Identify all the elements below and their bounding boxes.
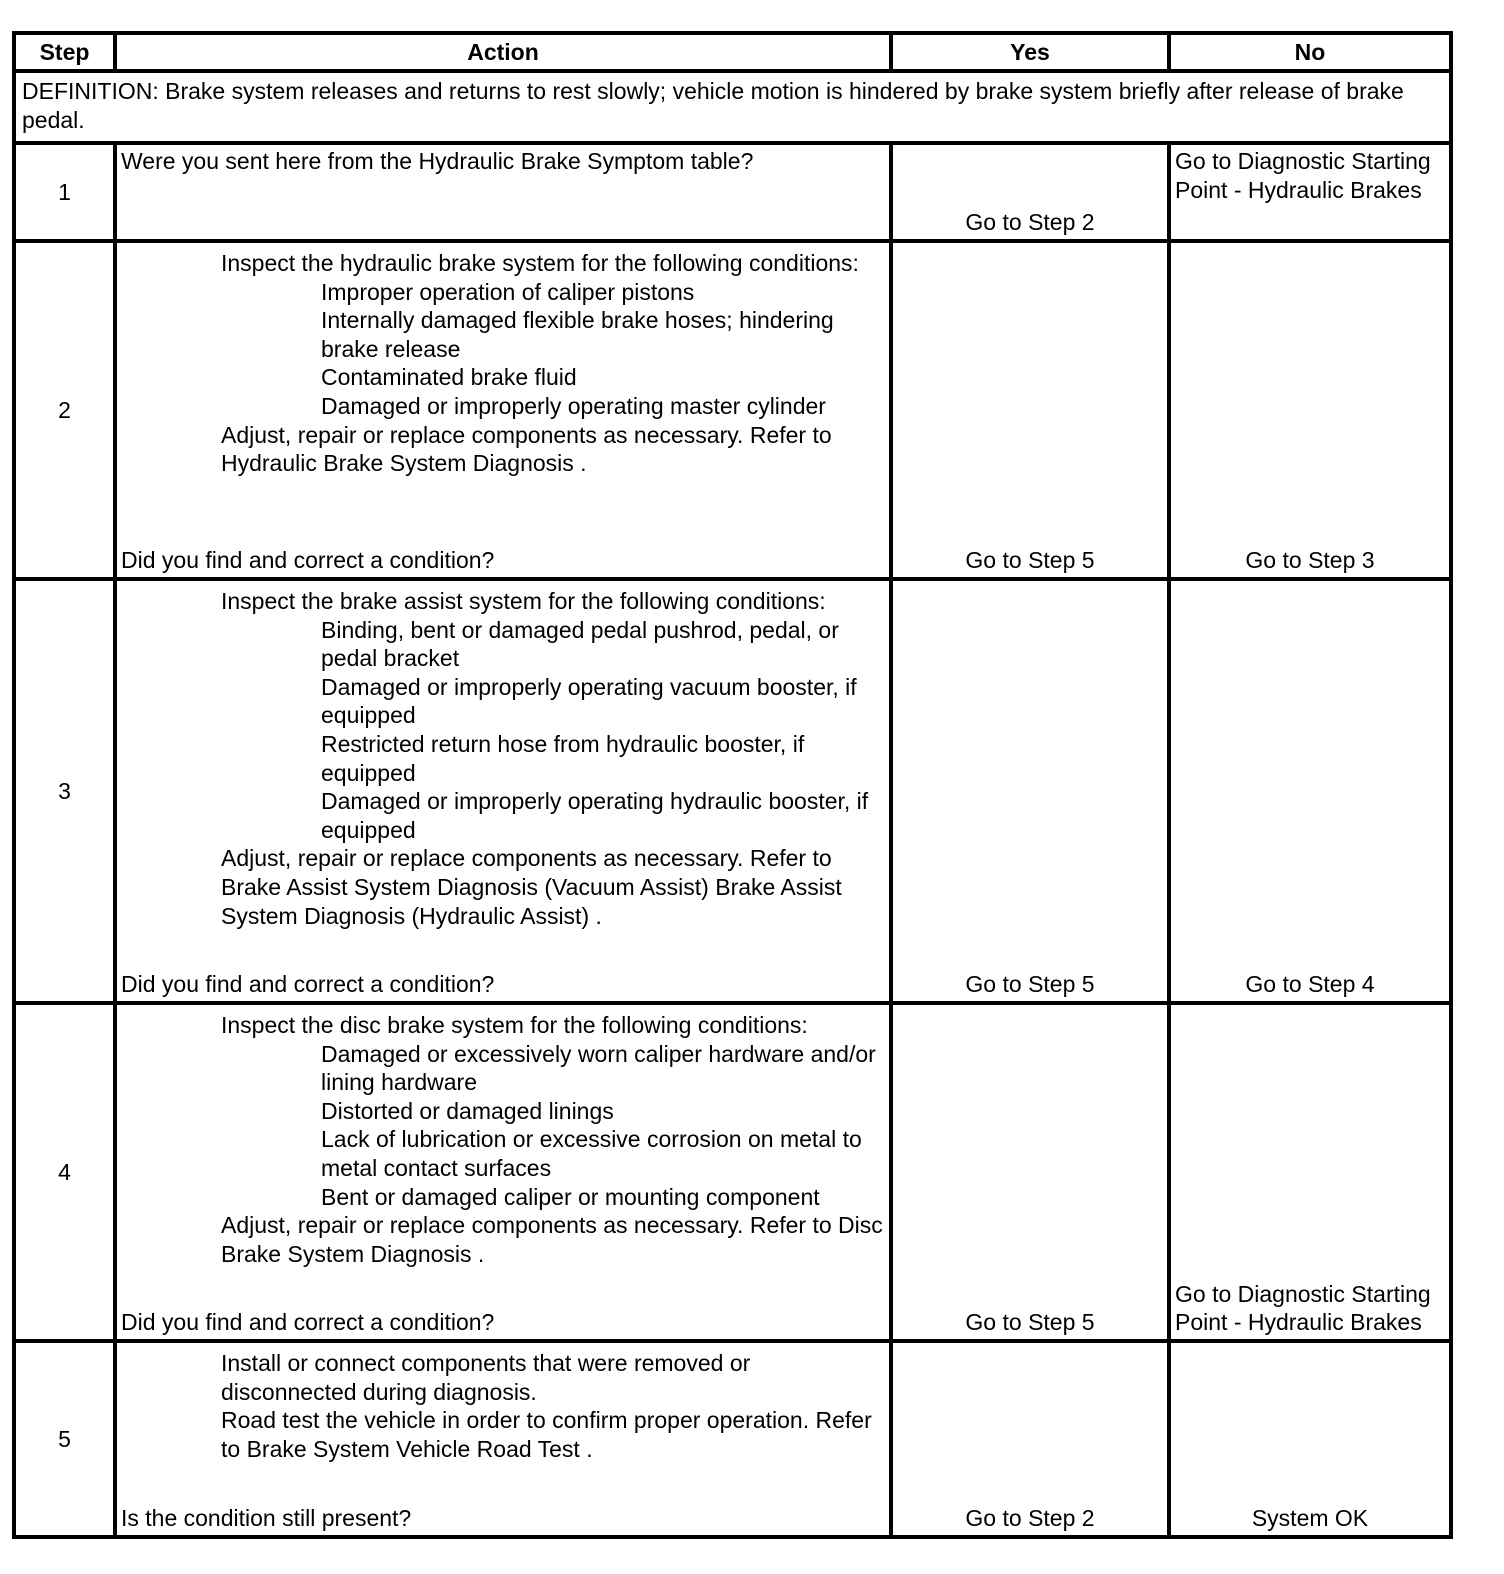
condition-item: Binding, bent or damaged pedal pushrod, pedal, or pedal bracket [321,616,839,672]
action-intro: Inspect the brake assist system for the following conditions: [221,588,826,614]
no-cell: System OK [1169,1341,1451,1537]
condition-item: Bent or damaged caliper or mounting component [321,1183,820,1210]
action-cell [115,1003,891,1341]
diagnostic-table [12,31,1453,1539]
condition-item: Improper operation of caliper pistons [321,278,695,305]
condition-item: Restricted return hose from hydraulic booster, if equipped [321,730,805,786]
table-row [14,143,1451,241]
step-number: 4 [14,1003,115,1341]
header-action: Action [115,33,891,71]
header-row [14,33,1451,71]
table-row [14,579,1451,1003]
yes-cell: Go to Step 5 [891,579,1169,1003]
step-number: 1 [14,143,115,241]
condition-item: Internally damaged flexible brake hoses; hindering brake release [321,307,834,362]
action-cell [115,241,891,579]
step-number: 3 [14,579,115,1003]
table-row [14,241,1451,579]
no-cell: Go to Step 4 [1169,579,1451,1003]
condition-item: Damaged or excessively worn caliper hardware and/or lining hardware [321,1040,876,1096]
yes-cell: Go to Step 5 [891,1003,1169,1341]
action-intro: Inspect the hydraulic brake system for the following conditions: [221,250,859,276]
definition-text: DEFINITION: Brake system releases and returns to rest slowly; vehicle motion is hindered by brake system briefly after release of brake pedal. [14,71,1451,143]
header-no: No [1169,33,1451,71]
step-number: 2 [14,241,115,579]
condition-item: Distorted or damaged linings [321,1097,614,1124]
yes-cell: Go to Step 2 [891,1341,1169,1537]
question-text: Is the condition still present? [121,1505,412,1532]
question-text: Were you sent here from the Hydraulic Brake Symptom table? [121,148,754,174]
question-text: Did you find and correct a condition? [121,971,495,998]
condition-item: Damaged or improperly operating vacuum booster, if equipped [321,673,857,729]
refer-text: Adjust, repair or replace components as necessary. Refer to Brake Assist System Diagnosis (Vacuum Assist) Brake Assist System Diagnosis (Hydraulic Assist) . [221,845,842,929]
no-cell: Go to Diagnostic Starting Point - Hydraulic Brakes [1169,143,1451,241]
no-cell: Go to Step 3 [1169,241,1451,579]
action-line: Install or connect components that were removed or disconnected during diagnosis. [221,1350,751,1405]
action-intro: Inspect the disc brake system for the following conditions: [221,1012,808,1038]
action-cell [115,579,891,1003]
yes-cell: Go to Step 5 [891,241,1169,579]
header-yes: Yes [891,33,1169,71]
question-text: Did you find and correct a condition? [121,547,495,574]
action-line: Road test the vehicle in order to confirm proper operation. Refer to Brake System Vehicle Road Test . [221,1407,872,1462]
refer-text: Adjust, repair or replace components as necessary. Refer to Disc Brake System Diagnosis . [221,1212,883,1267]
table-row [14,1341,1451,1537]
condition-item: Contaminated brake fluid [321,364,577,391]
condition-item: Damaged or improperly operating master cylinder [321,392,826,419]
yes-cell: Go to Step 2 [891,143,1169,241]
refer-text: Adjust, repair or replace components as necessary. Refer to Hydraulic Brake System Diagnosis . [221,421,832,477]
condition-item: Damaged or improperly operating hydraulic booster, if equipped [321,788,869,843]
action-cell [115,1341,891,1537]
step-number: 5 [14,1341,115,1537]
condition-item: Lack of lubrication or excessive corrosion on metal to metal contact surfaces [321,1126,862,1181]
question-text: Did you find and correct a condition? [121,1309,495,1336]
table-row [14,1003,1451,1341]
action-cell [115,143,891,241]
header-step: Step [14,33,115,71]
no-cell: Go to Diagnostic Starting Point - Hydraulic Brakes [1169,1003,1451,1341]
definition-row [14,71,1451,143]
